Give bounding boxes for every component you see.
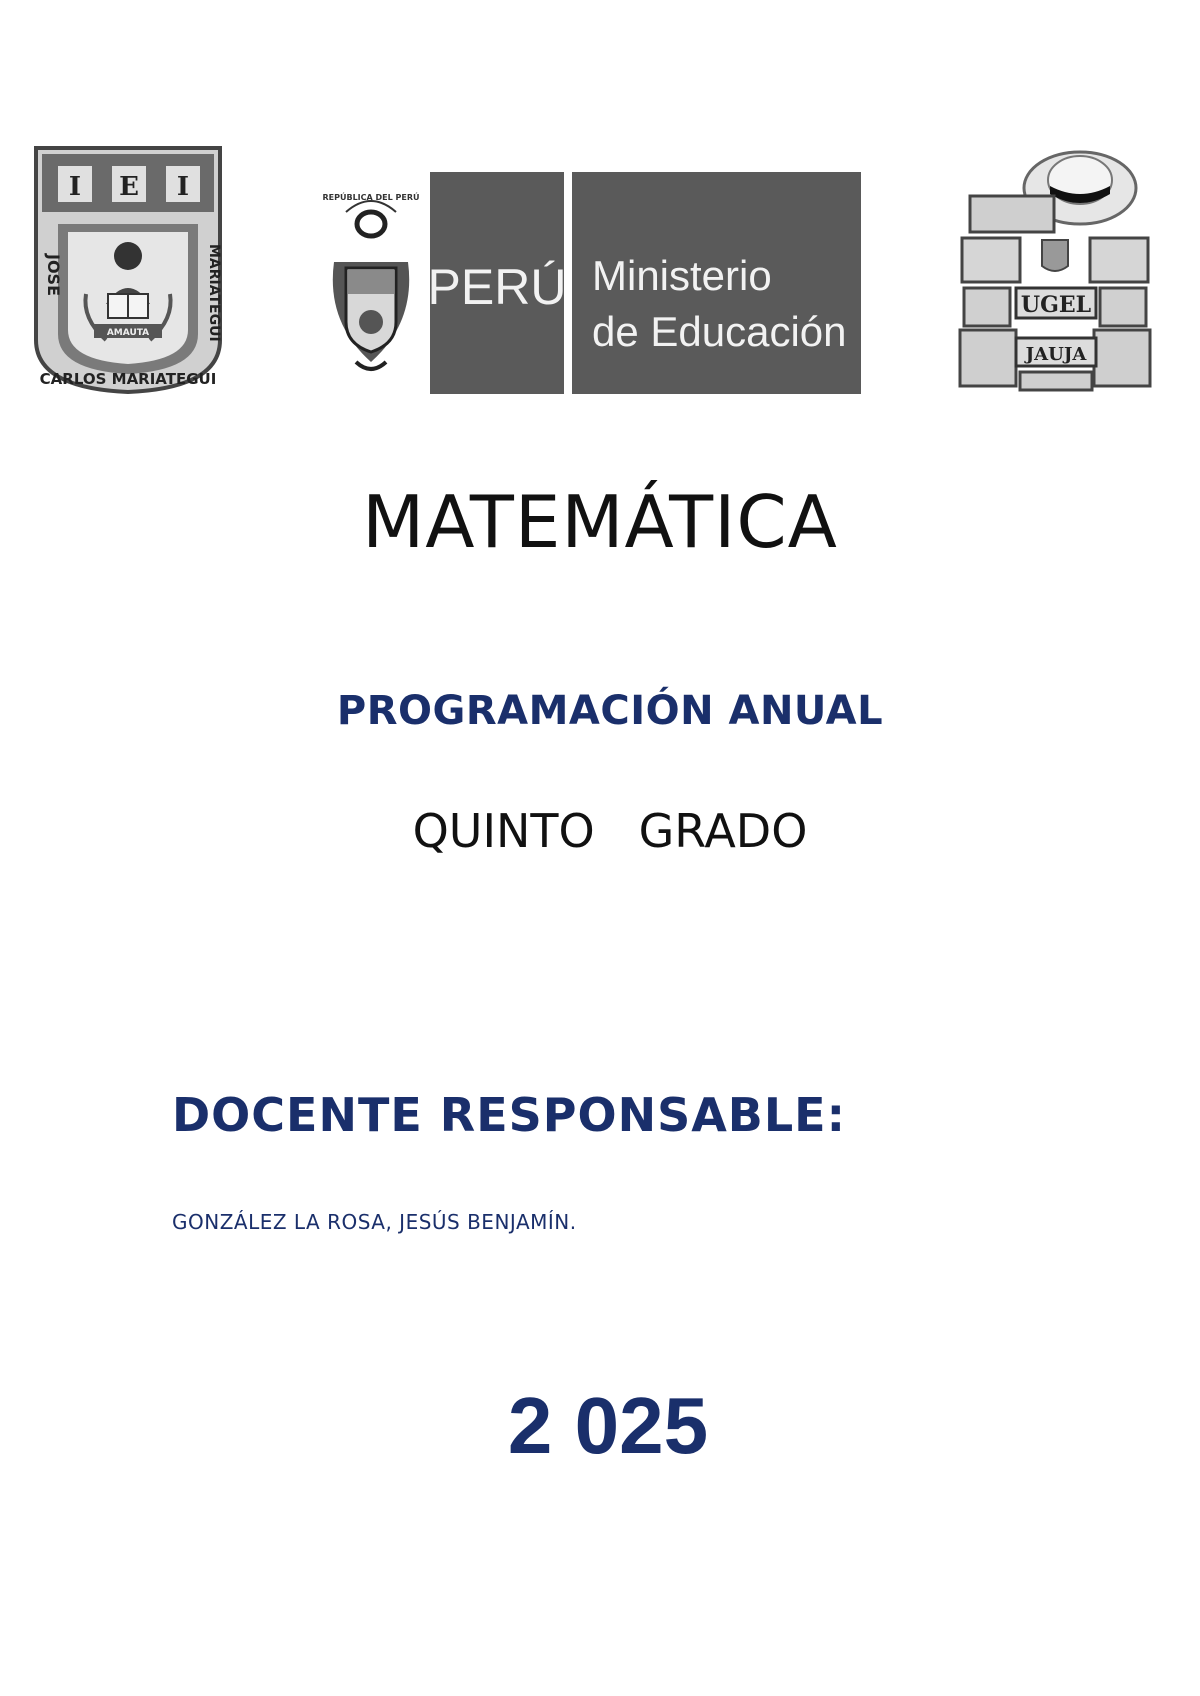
subtitle: PROGRAMACIÓN ANUAL [336,688,884,734]
peru-label: PERÚ [427,259,567,315]
crest-text-left: JOSE [44,254,63,297]
jauja-label: JAUJA [1025,344,1087,365]
school-crest-logo [28,144,228,394]
national-seal-icon [323,191,420,369]
crest-letter-1: I [68,172,82,202]
minedu-logo [316,172,861,394]
crest-ribbon-text: AMAUTA [106,328,150,338]
ministerio-line-2: de Educación [592,308,847,355]
crest-letter-2: E [119,172,139,202]
year-label: 2 025 [507,1381,709,1470]
ugel-jauja-logo [950,140,1160,396]
page-title: MATEMÁTICA [362,480,838,564]
docente-name: GONZÁLEZ LA ROSA, JESÚS BENJAMÍN. [172,1210,577,1234]
crest-letter-3: I [176,172,190,202]
seal-text: REPÚBLICA DEL PERÚ [322,193,420,202]
crest-text-right: MARIATEGUI [206,244,222,342]
crest-text-bottom: CARLOS MARIATEGUI [39,370,217,388]
ugel-label: UGEL [1020,292,1092,318]
ministerio-line-1: Ministerio [592,252,772,299]
grade-label: QUINTO GRADO [412,804,808,858]
docente-heading: DOCENTE RESPONSABLE: [172,1088,846,1142]
